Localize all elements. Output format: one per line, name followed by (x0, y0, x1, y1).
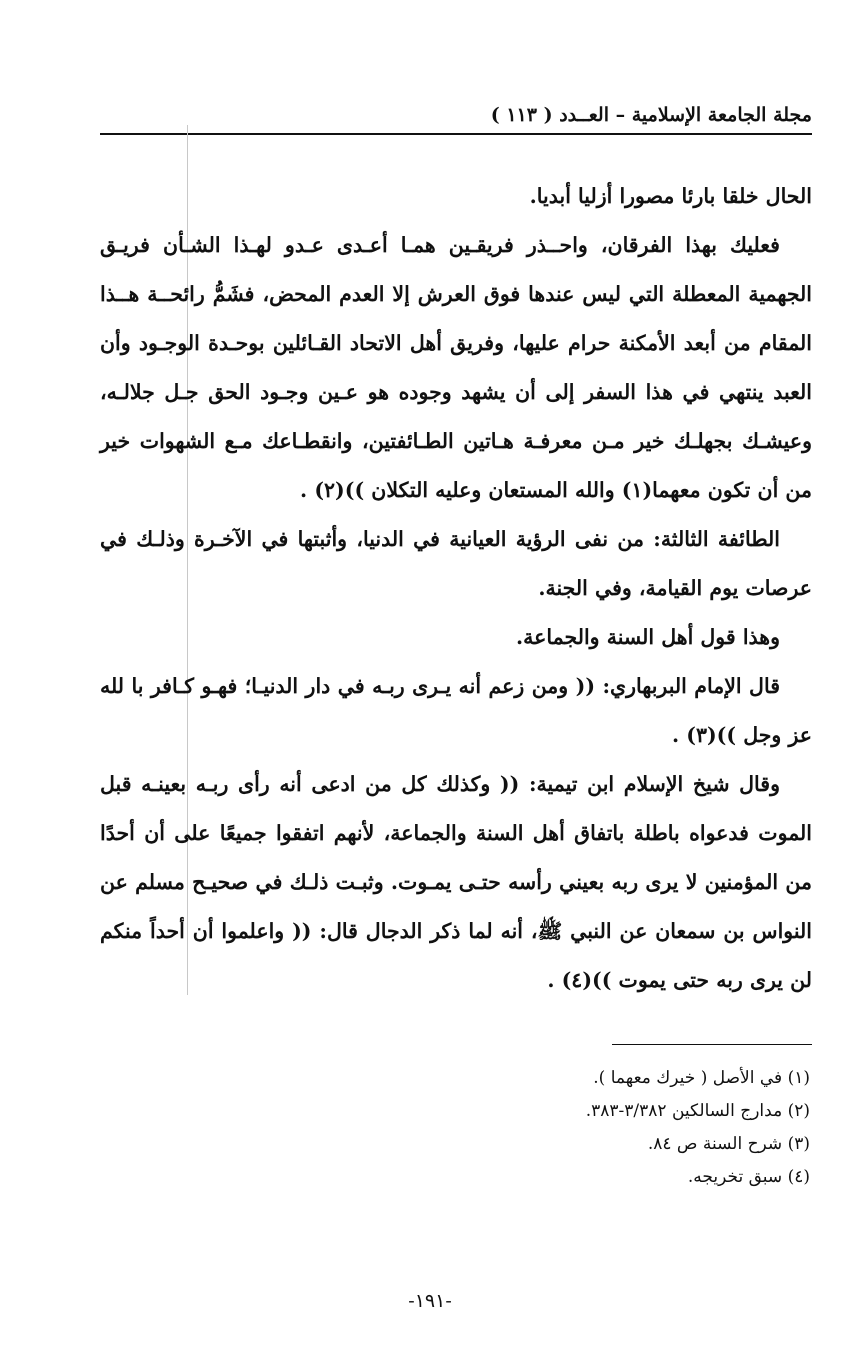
footnote: (١) في الأصل ( خيرك معهما ). (593, 1068, 810, 1088)
footnote-rule (612, 1044, 812, 1045)
footnote: (٤) سبق تخريجه. (687, 1167, 810, 1187)
running-header: مجلة الجامعة الإسلامية – العــدد ( ١١٣ ) (490, 104, 812, 126)
paragraph: قال الإمام البربهاري: (( ومن زعم أنه يـرى ربـه في دار الدنيـا؛ فهـو كـافر با لله عز وجل ))(٣) . (100, 674, 812, 747)
footnote: (٢) مدارج السالكين ٣/٣٨٢-٣٨٣. (585, 1101, 810, 1121)
paragraph: وقال شيخ الإسلام ابن تيمية: (( وكذلك كل من ادعى أنه رأى ربـه بعينـه قبل الموت فدعواه باطلة باتفاق أهل السنة والجماعة، لأنهم اتفقوا جميعًا على أن أحدًا من المؤمنين لا يرى ربه بعيني رأسه حتـى يمـوت. وثبـت ذلـك في صحيـح مسلم عن النواس بن سمعان عن النبي ﷺ، أنه لما ذكر الدجال قال: (( واعلموا أن أحداً منكم لن يرى ربه حتى يموت ))(٤) . (100, 772, 812, 992)
paragraph: الحال خلقا بارئا مصورا أزليا أبديا. (529, 184, 812, 208)
main-text (100, 172, 812, 1005)
paragraph: الطائفة الثالثة: من نفى الرؤية العيانية في الدنيا، وأثبتها في الآخـرة وذلـك في عرصات يوم القيامة، وفي الجنة. (100, 527, 812, 600)
header-rule (100, 133, 812, 135)
page-number: -١٩١- (408, 1290, 452, 1312)
paragraph: وهذا قول أهل السنة والجماعة. (516, 625, 780, 649)
footnote: (٣) شرح السنة ص ٨٤. (647, 1134, 810, 1154)
paragraph: فعليك بهذا الفرقان، واحــذر فريقـين همـا أعـدى عـدو لهـذا الشـأن فريـق الجهمية المعطلة التي ليس عندها فوق العرش إلا العدم المحض، فشَمُّ رائحــة هــذا المقام من أبعد الأمكنة حرام عليها، وفريق أهل الاتحاد القـائلين بوحـدة الوجـود وأن العبد ينتهي في هذا السفر إلى أن يشهد وجوده هو عـين وجـود الحق جـل جلالـه، وعيشـك بجهلـك خير مـن معرفـة هـاتين الطـائفتين، وانقطـاعك مـع الشهوات خير من أن تكون معهما(١) والله المستعان وعليه التكلان ))(٢) . (100, 233, 812, 502)
footnotes (100, 1062, 810, 1194)
